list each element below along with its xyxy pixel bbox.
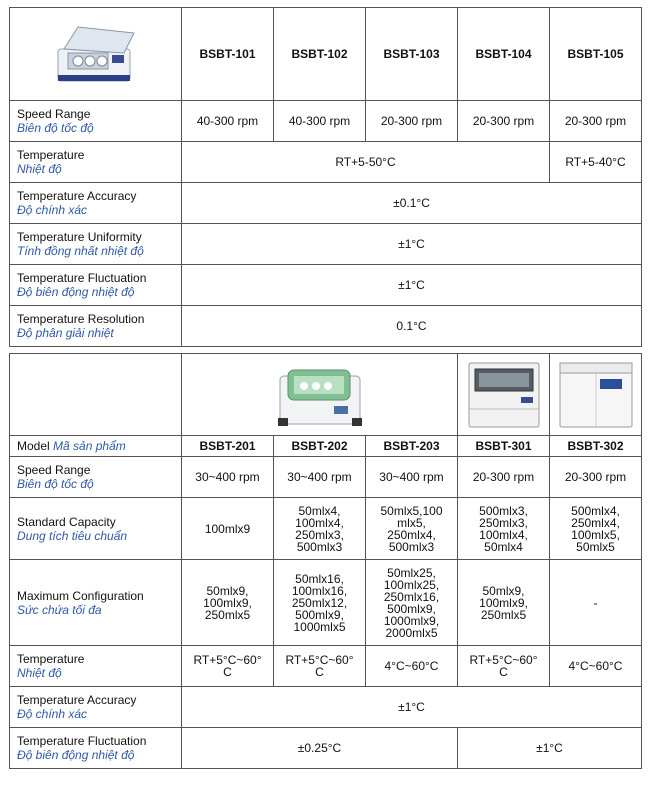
speed-value: 40-300 rpm [274, 101, 366, 142]
accuracy-value: ±0.1°C [182, 183, 642, 224]
uniformity-value: ±1°C [182, 224, 642, 265]
row-label-fluctuation: Temperature Fluctuation Độ biên động nhiệt độ [10, 728, 182, 769]
shaker-incubator-green-icon [274, 362, 366, 428]
model-header-103: BSBT-103 [366, 8, 458, 101]
resolution-value: 0.1°C [182, 306, 642, 347]
model-header-301: BSBT-301 [458, 436, 550, 457]
speed-value: 40-300 rpm [182, 101, 274, 142]
max-config-value: 50mlx9, 100mlx9, 250mlx5 [458, 560, 550, 646]
fluctuation-value: ±1°C [458, 728, 642, 769]
model-header-104: BSBT-104 [458, 8, 550, 101]
temperature-value: RT+5°C~60° C [182, 646, 274, 687]
temperature-value: RT+5°C~60° C [458, 646, 550, 687]
model-header-203: BSBT-203 [366, 436, 458, 457]
row-label-max-config: Maximum Configuration Sức chứa tối đa [10, 560, 182, 646]
max-config-value: 50mlx25, 100mlx25, 250mlx16, 500mlx9, 1000mlx9, 2000mlx5 [366, 560, 458, 646]
row-label-temperature: Temperature Nhiệt độ [10, 646, 182, 687]
max-config-value: - [550, 560, 642, 646]
row-label-fluctuation: Temperature Fluctuation Độ biên động nhiệt độ [10, 265, 182, 306]
speed-value: 30~400 rpm [366, 457, 458, 498]
row-label-uniformity: Temperature Uniformity Tính đồng nhất nhiệt độ [10, 224, 182, 265]
model-header-105: BSBT-105 [550, 8, 642, 101]
product-image-cell [550, 354, 642, 436]
row-label-accuracy: Temperature Accuracy Độ chính xác [10, 687, 182, 728]
temperature-value: RT+5°C~60° C [274, 646, 366, 687]
empty-header-cell [10, 354, 182, 436]
capacity-value: 50mlx4, 100mlx4, 250mlx3, 500mlx3 [274, 498, 366, 560]
spec-table-2 [9, 353, 642, 769]
model-header-102: BSBT-102 [274, 8, 366, 101]
row-label-accuracy: Temperature Accuracy Độ chính xác [10, 183, 182, 224]
temperature-value: RT+5-50°C [182, 142, 550, 183]
row-label-capacity: Standard Capacity Dung tích tiêu chuẩn [10, 498, 182, 560]
product-image-cell [182, 354, 458, 436]
speed-value: 30~400 rpm [182, 457, 274, 498]
max-config-value: 50mlx16, 100mlx16, 250mlx12, 500mlx9, 1000mlx5 [274, 560, 366, 646]
speed-value: 20-300 rpm [366, 101, 458, 142]
temperature-value: 4°C~60°C [550, 646, 642, 687]
shaker-incubator-large-icon [556, 359, 636, 431]
row-label-resolution: Temperature Resolution Độ phân giải nhiệt [10, 306, 182, 347]
model-header-202: BSBT-202 [274, 436, 366, 457]
speed-value: 20-300 rpm [550, 101, 642, 142]
speed-value: 20-300 rpm [458, 101, 550, 142]
row-label-temperature: Temperature Nhiệt độ [10, 142, 182, 183]
fluctuation-value: ±0.25°C [182, 728, 458, 769]
shaker-incubator-floor-icon [463, 359, 545, 431]
spec-table-1 [9, 7, 642, 347]
speed-value: 20-300 rpm [458, 457, 550, 498]
model-header-101: BSBT-101 [182, 8, 274, 101]
shaker-incubator-open-icon [54, 23, 138, 85]
product-image-cell [458, 354, 550, 436]
capacity-value: 500mlx3, 250mlx3, 100mlx4, 50mlx4 [458, 498, 550, 560]
row-label-model: Model Mã sản phẩm [10, 436, 182, 457]
temperature-value: RT+5-40°C [550, 142, 642, 183]
temperature-value: 4°C~60°C [366, 646, 458, 687]
row-label-speed: Speed Range Biên độ tốc độ [10, 457, 182, 498]
fluctuation-value: ±1°C [182, 265, 642, 306]
model-header-201: BSBT-201 [182, 436, 274, 457]
speed-value: 20-300 rpm [550, 457, 642, 498]
row-label-speed: Speed Range Biên độ tốc độ [10, 101, 182, 142]
accuracy-value: ±1°C [182, 687, 642, 728]
product-image-cell [10, 8, 182, 101]
max-config-value: 50mlx9, 100mlx9, 250mlx5 [182, 560, 274, 646]
capacity-value: 50mlx5,100 mlx5, 250mlx4, 500mlx3 [366, 498, 458, 560]
model-header-302: BSBT-302 [550, 436, 642, 457]
speed-value: 30~400 rpm [274, 457, 366, 498]
capacity-value: 500mlx4, 250mlx4, 100mlx5, 50mlx5 [550, 498, 642, 560]
capacity-value: 100mlx9 [182, 498, 274, 560]
